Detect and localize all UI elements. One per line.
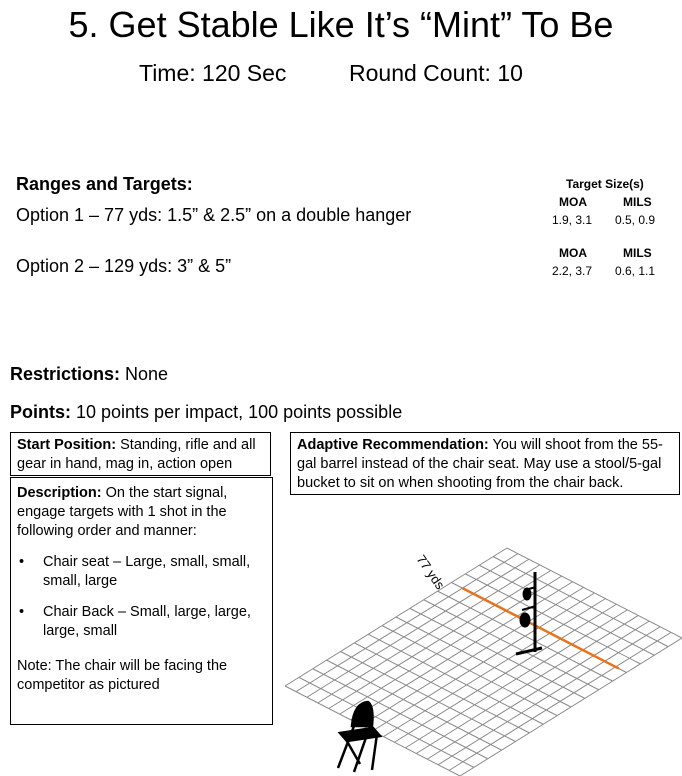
opt2-mils-value: 0.6, 1.1: [615, 264, 656, 278]
distance-line: [462, 588, 618, 668]
restrictions: [10, 364, 168, 385]
points: [10, 402, 402, 423]
adaptive-box: [290, 432, 680, 495]
time-limit: Time: 120 Sec: [139, 60, 287, 86]
start-position-box: [10, 432, 271, 476]
chair-icon: [338, 702, 380, 772]
description-value: On the start signal, engage targets with 1 shot in the following order and manner:: [17, 485, 228, 539]
stage-title: 5. Get Stable Like It’s “Mint” To Be: [68, 4, 614, 45]
opt1-moa-value: 1.9, 3.1: [552, 213, 593, 227]
points-value: 10 points per impact, 100 points possible: [71, 402, 403, 422]
start-position-value: Standing, rifle and all gear in hand, mag in, action open: [17, 437, 256, 472]
distance-label: 77 yds: [413, 552, 448, 593]
ranges-heading: Ranges and Targets:: [16, 174, 193, 194]
opt1-mils-label: MILS: [623, 195, 652, 209]
target-size-title: Target Size(s): [566, 177, 644, 191]
grid-line: [427, 621, 649, 759]
grid-line: [318, 565, 540, 703]
description-note: Note: The chair will be facing the competitor as pictured: [17, 658, 228, 693]
adaptive-label: Adaptive Recommendation:: [297, 437, 489, 453]
restrictions-value: None: [120, 364, 169, 384]
range-grid: [285, 548, 682, 776]
grid-line: [438, 627, 660, 765]
grid-line: [285, 548, 507, 686]
opt1-mils-value: 0.5, 0.9: [615, 213, 656, 227]
opt2-moa-label: MOA: [559, 246, 587, 260]
range-option-1: Option 1 – 77 yds: 1.5” & 2.5” on a double hanger: [16, 205, 412, 225]
opt2-moa-value: 2.2, 3.7: [552, 264, 593, 278]
opt1-moa-label: MOA: [559, 195, 587, 209]
grid-line: [416, 616, 638, 754]
grid-line: [373, 593, 595, 731]
points-label: Points:: [10, 402, 71, 422]
description-label: Description:: [17, 485, 102, 501]
start-position-label: Start Position:: [17, 437, 117, 453]
restrictions-label: Restrictions:: [10, 364, 121, 384]
grid-line: [449, 632, 671, 770]
opt2-mils-label: MILS: [623, 246, 652, 260]
grid-line: [405, 610, 627, 748]
grid-line: [307, 559, 529, 697]
grid-line: [383, 599, 605, 737]
range-option-2: Option 2 – 129 yds: 3” & 5”: [16, 256, 232, 276]
adaptive-value: You will shoot from the 55-gal barrel instead of the chair seat. May use a stool/5-gal bucket to sit on when shooting from the chair back.: [297, 437, 663, 491]
range-diagram: [280, 540, 682, 776]
grid-line: [460, 638, 682, 776]
grid-line: [362, 587, 584, 725]
grid-line: [394, 604, 616, 742]
description-text: [17, 484, 266, 541]
grid-line: [329, 571, 551, 709]
description-bullet-1: • Chair seat – Large, small, small, small, large: [17, 553, 266, 591]
description-box: [10, 477, 273, 725]
grid-line: [351, 582, 573, 720]
round-count: Round Count: 10: [349, 60, 523, 86]
grid-line: [296, 554, 518, 692]
description-bullet-2: • Chair Back – Small, large, large, large, small: [17, 603, 266, 641]
